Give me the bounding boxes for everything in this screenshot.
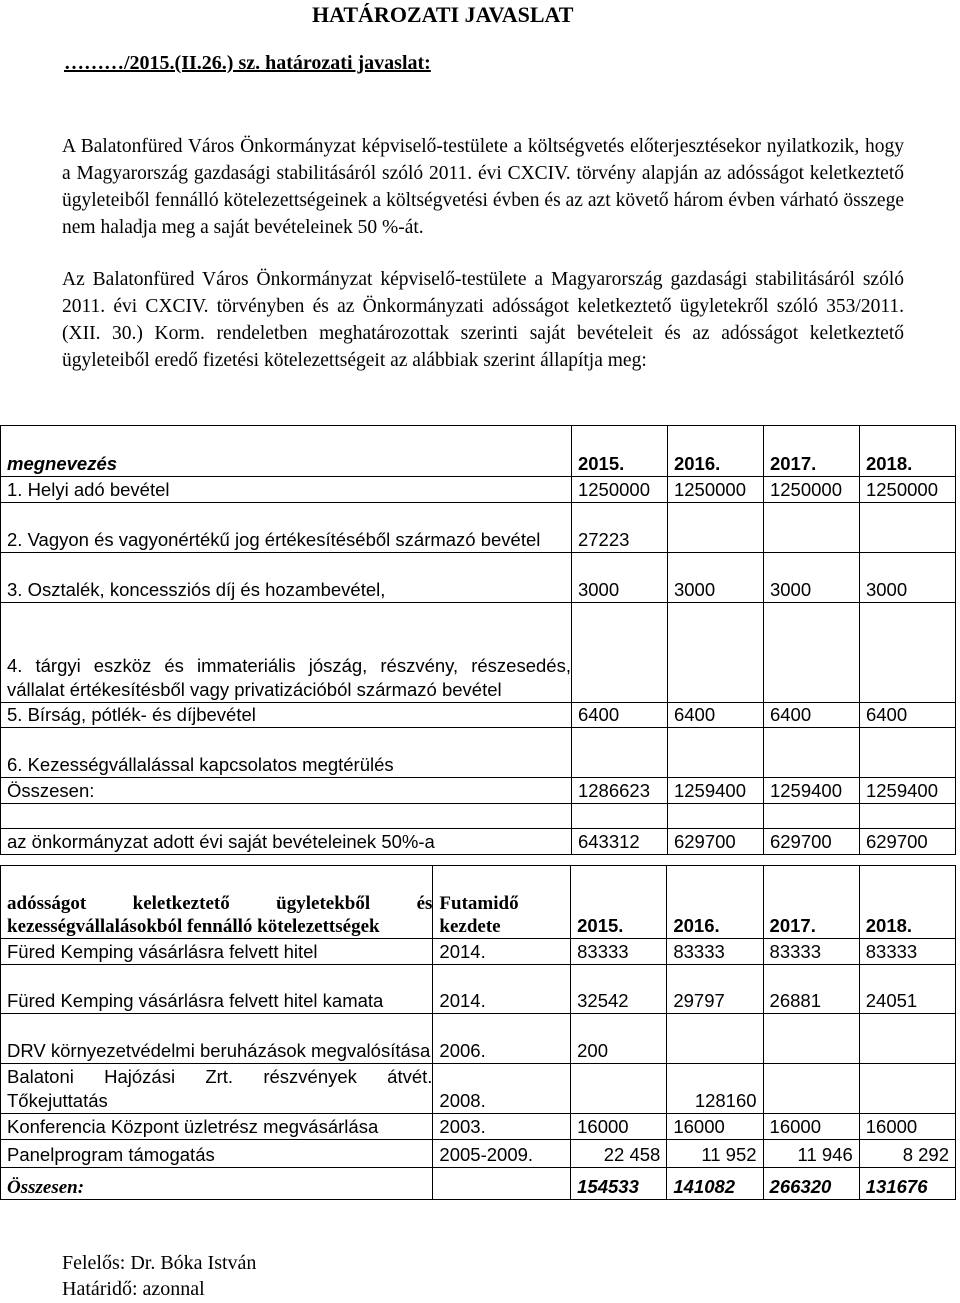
cell-value: 6400 [763, 703, 859, 728]
cell-value [667, 728, 763, 778]
cell-value: 128160 [667, 1064, 763, 1114]
document-title: HATÁROZATI JAVASLAT [312, 2, 574, 27]
header-year: 2017. [763, 866, 859, 939]
table-row [1, 939, 956, 965]
row-name: 1. Helyi adó bevétel [1, 477, 572, 503]
cell-value: 83333 [571, 939, 667, 965]
header-year: 2016. [667, 866, 763, 939]
table-row [1, 1114, 956, 1140]
cell-value [763, 1064, 859, 1114]
table-row [1, 503, 956, 553]
cell-value: 83333 [763, 939, 859, 965]
row-name: 3. Osztalék, koncessziós díj és hozambevétel, [1, 553, 572, 603]
row-name: 5. Bírság, pótlék- és díjbevétel [1, 703, 572, 728]
cell-value [859, 1064, 955, 1114]
cell-value: 1250000 [571, 477, 667, 503]
row-name: Füred Kemping vásárlásra felvett hitel [1, 939, 433, 965]
cell-value: 1286623 [571, 778, 667, 804]
table-row [1, 553, 956, 603]
cell-value: 1250000 [859, 477, 955, 503]
income-table [0, 425, 956, 855]
cell-value: 3000 [571, 553, 667, 603]
cell-value: 1259400 [667, 778, 763, 804]
table-spacer-row [1, 804, 956, 829]
cell-value: 154533 [571, 1168, 667, 1200]
cell-value: 1250000 [763, 477, 859, 503]
cell-value: 11 952 [667, 1140, 763, 1168]
cell-value [859, 1014, 955, 1064]
cell-value [571, 728, 667, 778]
row-start: 2003. [433, 1114, 571, 1140]
table-row-total [1, 1168, 956, 1200]
header-start: Futamidő kezdete [433, 866, 571, 939]
cell-value [859, 728, 955, 778]
cell-value: 629700 [859, 829, 955, 855]
cell-value [763, 1014, 859, 1064]
cell-value [763, 503, 859, 553]
table-row-total [1, 778, 956, 804]
cell-value [667, 1014, 763, 1064]
table-row [1, 1064, 956, 1114]
table-row [1, 728, 956, 778]
cell-value: 3000 [763, 553, 859, 603]
table-row [1, 1014, 956, 1064]
cell-value: 3000 [859, 553, 955, 603]
header-year: 2015. [571, 866, 667, 939]
row-start: 2014. [433, 939, 571, 965]
cell-value [667, 603, 763, 703]
cell-value: 1250000 [667, 477, 763, 503]
cell-value: 141082 [667, 1168, 763, 1200]
header-name: adósságot keletkeztető ügyletekből és kezességvállalásokból fennálló kötelezettségek [1, 866, 433, 939]
cell-value: 1259400 [763, 778, 859, 804]
row-name: 2. Vagyon és vagyonértékű jog értékesítéséből származó bevétel [1, 503, 572, 553]
header-name: megnevezés [1, 426, 572, 477]
cell-value: 16000 [859, 1114, 955, 1140]
row-start: 2006. [433, 1014, 571, 1064]
header-year: 2015. [571, 426, 667, 477]
table-row [1, 477, 956, 503]
cell-value: 16000 [667, 1114, 763, 1140]
cell-value: 6400 [667, 703, 763, 728]
cell-value: 27223 [571, 503, 667, 553]
table-row [1, 965, 956, 1014]
cell-value: 3000 [667, 553, 763, 603]
responsible-person: Felelős: Dr. Bóka István [62, 1252, 257, 1274]
cell-value: 1259400 [859, 778, 955, 804]
debt-table [0, 865, 956, 1200]
cell-value: 629700 [763, 829, 859, 855]
row-name: 4. tárgyi eszköz és immateriális jószág, részvény, részesedés, vállalat értékesítésből vagy privatizációból származó bevétel [1, 603, 572, 703]
cell-value: 11 946 [763, 1140, 859, 1168]
row-name: DRV környezetvédelmi beruházások megvalósítása [1, 1014, 433, 1064]
deadline: Határidő: azonnal [62, 1278, 205, 1300]
paragraph-declaration: A Balatonfüred Város Önkormányzat képviselő-testülete a költségvetés előterjesztésekor nyilatkozik, hogy a Magyarország gazdasági stabilitásáról szóló 2011. évi CXCIV. törvény alapján az adósságot keletkeztető ügyleteiből fennálló kötelezettségeinek a költségvetési évben és az azt követő három évben várható összege nem haladja meg a saját bevételeinek 50 %-át. [62, 136, 904, 238]
cell-value [571, 1064, 667, 1114]
cell-value [571, 603, 667, 703]
cell-value: 266320 [763, 1168, 859, 1200]
cell-value: 6400 [859, 703, 955, 728]
row-name: Balatoni Hajózási Zrt. részvények átvét. Tőkejuttatás [1, 1064, 433, 1114]
cell-value: 629700 [667, 829, 763, 855]
cell-value: 8 292 [859, 1140, 955, 1168]
row-name: az önkormányzat adott évi saját bevételeinek 50%-a [1, 829, 572, 855]
row-name: Füred Kemping vásárlásra felvett hitel kamata [1, 965, 433, 1014]
table-row [1, 703, 956, 728]
paragraph-determination: Az Balatonfüred Város Önkormányzat képviselő-testülete a Magyarország gazdasági stabilitásáról szóló 2011. évi CXCIV. törvényben és az Önkormányzati adósságot keletkeztető ügyletekről szóló 353/2011. (XII. 30.) Korm. rendeletben meghatározottak szerinti saját bevételeit és az adósságot keletkeztető ügyleteiből eredő fizetési kötelezettségeit az alábbiak szerint állapítja meg: [62, 269, 904, 371]
row-start: 2014. [433, 965, 571, 1014]
cell-value [763, 603, 859, 703]
cell-value: 83333 [859, 939, 955, 965]
cell-value: 24051 [859, 965, 955, 1014]
cell-value: 131676 [859, 1168, 955, 1200]
row-start: 2005-2009. [433, 1140, 571, 1168]
cell-value [763, 728, 859, 778]
cell-value: 200 [571, 1014, 667, 1064]
header-year: 2017. [763, 426, 859, 477]
table-header-row [1, 866, 956, 939]
cell-value: 32542 [571, 965, 667, 1014]
cell-value [859, 503, 955, 553]
table-header-row [1, 426, 956, 477]
resolution-number: ………/2015.(II.26.) sz. határozati javaslat: [64, 52, 431, 74]
header-year: 2016. [667, 426, 763, 477]
cell-value [667, 503, 763, 553]
cell-value: 83333 [667, 939, 763, 965]
cell-value: 16000 [763, 1114, 859, 1140]
cell-value: 29797 [667, 965, 763, 1014]
cell-value [859, 603, 955, 703]
row-name: Összesen: [1, 1168, 433, 1200]
table-row [1, 1140, 956, 1168]
cell-value: 26881 [763, 965, 859, 1014]
row-start: 2008. [433, 1064, 571, 1114]
header-year: 2018. [859, 866, 955, 939]
row-name: Konferencia Központ üzletrész megvásárlása [1, 1114, 433, 1140]
table-row-half [1, 829, 956, 855]
cell-value: 643312 [571, 829, 667, 855]
cell-value: 6400 [571, 703, 667, 728]
cell-value: 22 458 [571, 1140, 667, 1168]
row-name: 6. Kezességvállalással kapcsolatos megtérülés [1, 728, 572, 778]
header-year: 2018. [859, 426, 955, 477]
cell-value: 16000 [571, 1114, 667, 1140]
table-row [1, 603, 956, 703]
row-name: Összesen: [1, 778, 572, 804]
row-name: Panelprogram támogatás [1, 1140, 433, 1168]
